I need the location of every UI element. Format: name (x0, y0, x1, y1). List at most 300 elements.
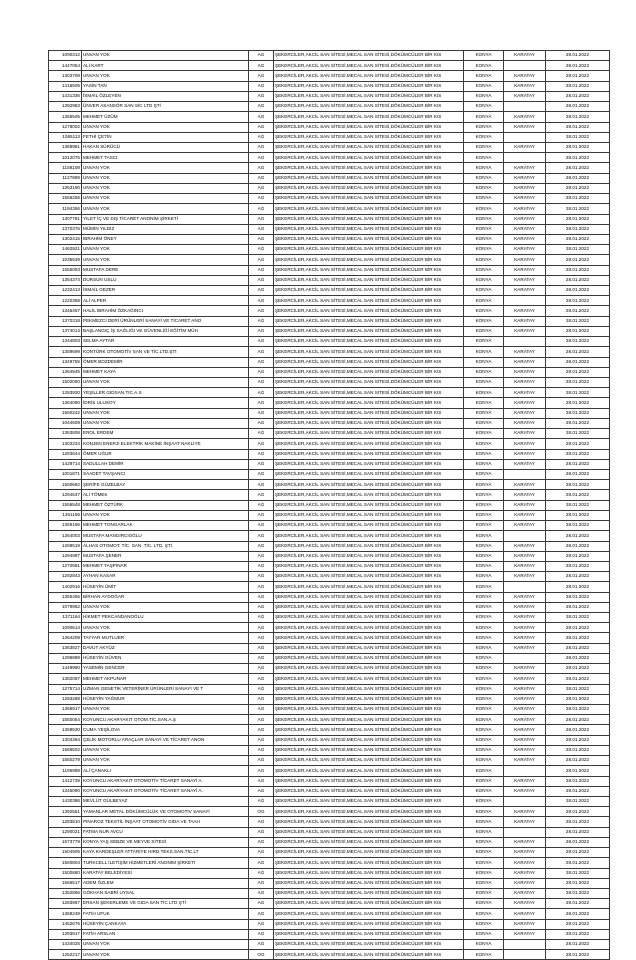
cell-unvan[interactable]: DURSUN USLU (82, 275, 249, 285)
cell-tarih[interactable]: 28.01.2022 (546, 500, 610, 510)
cell-sicil-no[interactable]: 1555093 (49, 265, 82, 275)
cell-il[interactable]: KONYA (464, 633, 504, 643)
cell-tip[interactable]: OG (249, 807, 274, 817)
table-row[interactable] (49, 183, 610, 193)
cell-bolge[interactable]: ŞEKERCİLER,AKCİL SAN SİTESİ,MECAL SAN SİTESİ,DÖKÜMCÜLER BİR KIS (274, 541, 464, 551)
cell-ilce[interactable]: KARATAY (504, 204, 546, 214)
cell-il[interactable]: KONYA (464, 909, 504, 919)
cell-sicil-no[interactable]: 1368981 (49, 142, 82, 152)
cell-bolge[interactable]: ŞEKERCİLER,AKCİL SAN SİTESİ,MECAL SAN SİTESİ,DÖKÜMCÜLER BİR KIS (274, 480, 464, 490)
table-row[interactable] (49, 337, 610, 347)
table-row[interactable] (49, 112, 610, 122)
table-row[interactable] (49, 521, 610, 531)
table-row[interactable] (49, 490, 610, 500)
cell-sicil-no[interactable]: 1090514 (49, 623, 82, 633)
table-row[interactable] (49, 439, 610, 449)
cell-bolge[interactable]: ŞEKERCİLER,AKCİL SAN SİTESİ,MECAL SAN SİTESİ,DÖKÜMCÜLER BİR KIS (274, 347, 464, 357)
cell-tarih[interactable]: 28.01.2022 (546, 194, 610, 204)
cell-unvan[interactable]: ALİ TÖMEK (82, 490, 249, 500)
cell-sicil-no[interactable]: 1573779 (49, 837, 82, 847)
cell-tarih[interactable]: 28.01.2022 (546, 214, 610, 224)
cell-il[interactable]: KONYA (464, 480, 504, 490)
cell-tarih[interactable]: 28.01.2022 (546, 725, 610, 735)
cell-unvan[interactable]: YILET İÇ VE DIŞ TİCARET ANONİM ŞİRKETİ (82, 214, 249, 224)
table-row[interactable] (49, 347, 610, 357)
cell-bolge[interactable]: ŞEKERCİLER,AKCİL SAN SİTESİ,MECAL SAN SİTESİ,DÖKÜMCÜLER BİR KIS (274, 919, 464, 929)
cell-sicil-no[interactable]: 1393917 (49, 929, 82, 939)
cell-tarih[interactable]: 28.01.2022 (546, 398, 610, 408)
cell-unvan[interactable]: UNVAN YOK (82, 940, 249, 950)
table-row[interactable] (49, 214, 610, 224)
cell-unvan[interactable]: HÜSEYİN ÇANKAYA (82, 919, 249, 929)
cell-unvan[interactable]: SAADET TAVŞANCI (82, 469, 249, 479)
cell-sicil-no[interactable]: 1363827 (49, 643, 82, 653)
cell-bolge[interactable]: ŞEKERCİLER,AKCİL SAN SİTESİ,MECAL SAN SİTESİ,DÖKÜMCÜLER BİR KIS (274, 807, 464, 817)
cell-il[interactable]: KONYA (464, 347, 504, 357)
table-row[interactable] (49, 132, 610, 142)
cell-tip[interactable]: AG (249, 827, 274, 837)
cell-tip[interactable]: AG (249, 91, 274, 101)
cell-unvan[interactable]: SELMA AYTAR (82, 337, 249, 347)
cell-ilce[interactable]: KARATAY (504, 664, 546, 674)
table-row[interactable] (49, 102, 610, 112)
cell-sicil-no[interactable]: 1416505 (49, 81, 82, 91)
cell-unvan[interactable]: ŞERİFE GÜZELBAY (82, 480, 249, 490)
cell-ilce[interactable]: KARATAY (504, 326, 546, 336)
cell-tarih[interactable]: 28.01.2022 (546, 378, 610, 388)
cell-ilce[interactable]: KARATAY (504, 275, 546, 285)
cell-tarih[interactable]: 28.01.2022 (546, 347, 610, 357)
cell-tip[interactable]: AG (249, 929, 274, 939)
cell-tip[interactable]: AG (249, 940, 274, 950)
cell-sicil-no[interactable]: 1369530 (49, 725, 82, 735)
cell-ilce[interactable]: KARATAY (504, 909, 546, 919)
cell-tarih[interactable]: 28.01.2022 (546, 745, 610, 755)
cell-tip[interactable]: AG (249, 848, 274, 858)
cell-tip[interactable]: AG (249, 735, 274, 745)
cell-bolge[interactable]: ŞEKERCİLER,AKCİL SAN SİTESİ,MECAL SAN SİTESİ,DÖKÜMCÜLER BİR KIS (274, 163, 464, 173)
cell-bolge[interactable]: ŞEKERCİLER,AKCİL SAN SİTESİ,MECAL SAN SİTESİ,DÖKÜMCÜLER BİR KIS (274, 132, 464, 142)
cell-unvan[interactable]: YEŞİLLER GIDSAN.TIC.A.S (82, 388, 249, 398)
cell-bolge[interactable]: ŞEKERCİLER,AKCİL SAN SİTESİ,MECAL SAN SİTESİ,DÖKÜMCÜLER BİR KIS (274, 868, 464, 878)
cell-bolge[interactable]: ŞEKERCİLER,AKCİL SAN SİTESİ,MECAL SAN SİTESİ,DÖKÜMCÜLER BİR KIS (274, 745, 464, 755)
cell-il[interactable]: KONYA (464, 715, 504, 725)
cell-tarih[interactable]: 28.01.2022 (546, 510, 610, 520)
table-row[interactable] (49, 429, 610, 439)
cell-unvan[interactable]: UNVAN YOK (82, 245, 249, 255)
cell-bolge[interactable]: ŞEKERCİLER,AKCİL SAN SİTESİ,MECAL SAN SİTESİ,DÖKÜMCÜLER BİR KIS (274, 153, 464, 163)
cell-bolge[interactable]: ŞEKERCİLER,AKCİL SAN SİTESİ,MECAL SAN SİTESİ,DÖKÜMCÜLER BİR KIS (274, 786, 464, 796)
cell-unvan[interactable]: ÇELİK MOTORLU ARAÇLAR SANAYİ VE TİCARET ANON (82, 735, 249, 745)
cell-il[interactable]: KONYA (464, 766, 504, 776)
cell-bolge[interactable]: ŞEKERCİLER,AKCİL SAN SİTESİ,MECAL SAN SİTESİ,DÖKÜMCÜLER BİR KIS (274, 388, 464, 398)
cell-ilce[interactable]: KARATAY (504, 81, 546, 91)
table-row[interactable] (49, 592, 610, 602)
cell-tip[interactable]: AG (249, 429, 274, 439)
cell-unvan[interactable]: ÖMER BOZDEMİR (82, 357, 249, 367)
cell-il[interactable]: KONYA (464, 521, 504, 531)
cell-bolge[interactable]: ŞEKERCİLER,AKCİL SAN SİTESİ,MECAL SAN SİTESİ,DÖKÜMCÜLER BİR KIS (274, 245, 464, 255)
cell-sicil-no[interactable]: 1428714 (49, 459, 82, 469)
cell-sicil-no[interactable]: 1158108 (49, 163, 82, 173)
cell-unvan[interactable]: BİRHAN AYDOĞAR (82, 592, 249, 602)
cell-il[interactable]: KONYA (464, 490, 504, 500)
cell-sicil-no[interactable]: 1550279 (49, 756, 82, 766)
cell-sicil-no[interactable]: 1556517 (49, 878, 82, 888)
cell-ilce[interactable]: KARATAY (504, 551, 546, 561)
table-row[interactable] (49, 418, 610, 428)
cell-bolge[interactable]: ŞEKERCİLER,AKCİL SAN SİTESİ,MECAL SAN SİTESİ,DÖKÜMCÜLER BİR KIS (274, 572, 464, 582)
cell-sicil-no[interactable]: 1359699 (49, 347, 82, 357)
cell-ilce[interactable]: KARATAY (504, 439, 546, 449)
cell-tarih[interactable]: 28.01.2022 (546, 909, 610, 919)
cell-tip[interactable]: AG (249, 909, 274, 919)
cell-ilce[interactable]: KARATAY (504, 521, 546, 531)
cell-tip[interactable]: AG (249, 81, 274, 91)
cell-tarih[interactable]: 28.01.2022 (546, 848, 610, 858)
cell-unvan[interactable]: ERSAN ŞEKERLEME VE GIDA SAN TİC LTD ŞTİ (82, 899, 249, 909)
cell-unvan[interactable]: MUSTAFA ŞENER (82, 551, 249, 561)
table-row[interactable] (49, 398, 610, 408)
cell-ilce[interactable]: KARATAY (504, 848, 546, 858)
table-row[interactable] (49, 643, 610, 653)
cell-tarih[interactable]: 28.01.2022 (546, 367, 610, 377)
cell-sicil-no[interactable]: 1430386 (49, 796, 82, 806)
cell-il[interactable]: KONYA (464, 153, 504, 163)
cell-sicil-no[interactable]: 1294547 (49, 490, 82, 500)
cell-il[interactable]: KONYA (464, 173, 504, 183)
cell-tip[interactable]: AG (249, 786, 274, 796)
cell-bolge[interactable]: ŞEKERCİLER,AKCİL SAN SİTESİ,MECAL SAN SİTESİ,DÖKÜMCÜLER BİR KIS (274, 633, 464, 643)
cell-unvan[interactable]: UNVAN YOK (82, 194, 249, 204)
cell-bolge[interactable]: ŞEKERCİLER,AKCİL SAN SİTESİ,MECAL SAN SİTESİ,DÖKÜMCÜLER BİR KIS (274, 91, 464, 101)
cell-tip[interactable]: AG (249, 480, 274, 490)
cell-bolge[interactable]: ŞEKERCİLER,AKCİL SAN SİTESİ,MECAL SAN SİTESİ,DÖKÜMCÜLER BİR KIS (274, 551, 464, 561)
table-row[interactable] (49, 725, 610, 735)
cell-ilce[interactable] (504, 153, 546, 163)
cell-ilce[interactable] (504, 102, 546, 112)
cell-il[interactable]: KONYA (464, 664, 504, 674)
cell-ilce[interactable]: KARATAY (504, 480, 546, 490)
cell-tip[interactable]: AG (249, 204, 274, 214)
cell-il[interactable]: KONYA (464, 326, 504, 336)
cell-unvan[interactable]: UNVAN YOK (82, 745, 249, 755)
cell-sicil-no[interactable]: 1278002 (49, 122, 82, 132)
table-row[interactable] (49, 286, 610, 296)
cell-sicil-no[interactable]: 1012075 (49, 153, 82, 163)
cell-ilce[interactable]: KARATAY (504, 623, 546, 633)
cell-tip[interactable]: AG (249, 796, 274, 806)
cell-sicil-no[interactable]: 1452676 (49, 919, 82, 929)
cell-bolge[interactable]: ŞEKERCİLER,AKCİL SAN SİTESİ,MECAL SAN SİTESİ,DÖKÜMCÜLER BİR KIS (274, 705, 464, 715)
cell-tip[interactable]: AG (249, 388, 274, 398)
cell-tarih[interactable]: 28.01.2022 (546, 132, 610, 142)
table-row[interactable] (49, 316, 610, 326)
cell-ilce[interactable] (504, 766, 546, 776)
table-row[interactable] (49, 357, 610, 367)
cell-tip[interactable]: AG (249, 623, 274, 633)
cell-ilce[interactable] (504, 827, 546, 837)
cell-tip[interactable]: AG (249, 858, 274, 868)
table-row[interactable] (49, 163, 610, 173)
cell-tarih[interactable]: 28.01.2022 (546, 551, 610, 561)
table-row[interactable] (49, 480, 610, 490)
cell-il[interactable]: KONYA (464, 316, 504, 326)
cell-unvan[interactable]: MEVLÜT GÜLBEYAZ (82, 796, 249, 806)
cell-unvan[interactable]: MUSTAFA MANGIRCIOĞLU (82, 531, 249, 541)
cell-tarih[interactable]: 28.01.2022 (546, 306, 610, 316)
cell-tip[interactable]: AG (249, 245, 274, 255)
cell-il[interactable]: KONYA (464, 684, 504, 694)
cell-bolge[interactable]: ŞEKERCİLER,AKCİL SAN SİTESİ,MECAL SAN SİTESİ,DÖKÜMCÜLER BİR KIS (274, 858, 464, 868)
cell-ilce[interactable] (504, 337, 546, 347)
cell-unvan[interactable]: MEHMET TONGARLAK (82, 521, 249, 531)
cell-sicil-no[interactable]: 1364090 (49, 398, 82, 408)
cell-il[interactable]: KONYA (464, 827, 504, 837)
cell-ilce[interactable]: KARATAY (504, 725, 546, 735)
cell-bolge[interactable]: ŞEKERCİLER,AKCİL SAN SİTESİ,MECAL SAN SİTESİ,DÖKÜMCÜLER BİR KIS (274, 674, 464, 684)
cell-tip[interactable]: AG (249, 521, 274, 531)
cell-sicil-no[interactable]: 1502060 (49, 378, 82, 388)
cell-tip[interactable]: AG (249, 102, 274, 112)
cell-tip[interactable]: AG (249, 674, 274, 684)
cell-il[interactable]: KONYA (464, 459, 504, 469)
cell-bolge[interactable]: ŞEKERCİLER,AKCİL SAN SİTESİ,MECAL SAN SİTESİ,DÖKÜMCÜLER BİR KIS (274, 459, 464, 469)
table-row[interactable] (49, 950, 610, 960)
cell-tarih[interactable]: 28.01.2022 (546, 950, 610, 960)
table-row[interactable] (49, 469, 610, 479)
cell-bolge[interactable]: ŞEKERCİLER,AKCİL SAN SİTESİ,MECAL SAN SİTESİ,DÖKÜMCÜLER BİR KIS (274, 326, 464, 336)
cell-sicil-no[interactable]: 1370376 (49, 224, 82, 234)
cell-bolge[interactable]: ŞEKERCİLER,AKCİL SAN SİTESİ,MECAL SAN SİTESİ,DÖKÜMCÜLER BİR KIS (274, 848, 464, 858)
cell-sicil-no[interactable]: 1368249 (49, 909, 82, 919)
cell-tarih[interactable]: 28.01.2022 (546, 582, 610, 592)
cell-ilce[interactable]: KARATAY (504, 643, 546, 653)
cell-unvan[interactable]: ALHAS OTOMOT. TİC. SAN. TİC. LTD. ŞTİ. (82, 541, 249, 551)
cell-tarih[interactable]: 28.01.2022 (546, 153, 610, 163)
table-row[interactable] (49, 561, 610, 571)
table-row[interactable] (49, 296, 610, 306)
cell-bolge[interactable]: ŞEKERCİLER,AKCİL SAN SİTESİ,MECAL SAN SİTESİ,DÖKÜMCÜLER BİR KIS (274, 378, 464, 388)
cell-tarih[interactable]: 28.01.2022 (546, 142, 610, 152)
table-row[interactable] (49, 868, 610, 878)
cell-unvan[interactable]: KOYUNCU AKARYAKIT OTOMOTİV TİCARET SANAYİ A. (82, 786, 249, 796)
cell-il[interactable]: KONYA (464, 694, 504, 704)
cell-ilce[interactable]: KARATAY (504, 929, 546, 939)
cell-sicil-no[interactable]: 1001871 (49, 469, 82, 479)
cell-bolge[interactable]: ŞEKERCİLER,AKCİL SAN SİTESİ,MECAL SAN SİTESİ,DÖKÜMCÜLER BİR KIS (274, 837, 464, 847)
table-row[interactable] (49, 664, 610, 674)
cell-il[interactable]: KONYA (464, 592, 504, 602)
cell-il[interactable]: KONYA (464, 807, 504, 817)
cell-ilce[interactable]: KARATAY (504, 306, 546, 316)
table-row[interactable] (49, 449, 610, 459)
cell-tarih[interactable]: 28.01.2022 (546, 817, 610, 827)
cell-il[interactable]: KONYA (464, 868, 504, 878)
cell-bolge[interactable]: ŞEKERCİLER,AKCİL SAN SİTESİ,MECAL SAN SİTESİ,DÖKÜMCÜLER BİR KIS (274, 183, 464, 193)
cell-tarih[interactable]: 28.01.2022 (546, 337, 610, 347)
cell-unvan[interactable]: UNVAN YOK (82, 378, 249, 388)
cell-ilce[interactable] (504, 531, 546, 541)
cell-tip[interactable]: AG (249, 224, 274, 234)
cell-il[interactable]: KONYA (464, 745, 504, 755)
cell-sicil-no[interactable]: 1550682 (49, 480, 82, 490)
cell-ilce[interactable]: KARATAY (504, 449, 546, 459)
cell-ilce[interactable]: KARATAY (504, 214, 546, 224)
cell-ilce[interactable]: KARATAY (504, 858, 546, 868)
cell-bolge[interactable]: ŞEKERCİLER,AKCİL SAN SİTESİ,MECAL SAN SİTESİ,DÖKÜMCÜLER BİR KIS (274, 817, 464, 827)
cell-il[interactable]: KONYA (464, 541, 504, 551)
cell-tarih[interactable]: 28.01.2022 (546, 429, 610, 439)
cell-unvan[interactable]: MEHMET AKPUNAR (82, 674, 249, 684)
cell-sicil-no[interactable]: 1283644 (49, 449, 82, 459)
cell-tip[interactable]: AG (249, 551, 274, 561)
cell-il[interactable]: KONYA (464, 265, 504, 275)
cell-il[interactable]: KONYA (464, 418, 504, 428)
cell-tip[interactable]: AG (249, 919, 274, 929)
cell-ilce[interactable]: KARATAY (504, 868, 546, 878)
cell-tip[interactable]: AG (249, 51, 274, 61)
cell-tip[interactable]: AG (249, 265, 274, 275)
table-row[interactable] (49, 786, 610, 796)
cell-bolge[interactable]: ŞEKERCİLER,AKCİL SAN SİTESİ,MECAL SAN SİTESİ,DÖKÜMCÜLER BİR KIS (274, 306, 464, 316)
cell-tarih[interactable]: 28.01.2022 (546, 408, 610, 418)
cell-ilce[interactable]: KARATAY (504, 500, 546, 510)
cell-tarih[interactable]: 28.01.2022 (546, 929, 610, 939)
cell-ilce[interactable] (504, 469, 546, 479)
table-row[interactable] (49, 613, 610, 623)
table-row[interactable] (49, 827, 610, 837)
cell-il[interactable]: KONYA (464, 613, 504, 623)
cell-ilce[interactable] (504, 796, 546, 806)
cell-bolge[interactable]: ŞEKERCİLER,AKCİL SAN SİTESİ,MECAL SAN SİTESİ,DÖKÜMCÜLER BİR KIS (274, 61, 464, 71)
table-row[interactable] (49, 122, 610, 132)
cell-il[interactable]: KONYA (464, 510, 504, 520)
cell-bolge[interactable]: ŞEKERCİLER,AKCİL SAN SİTESİ,MECAL SAN SİTESİ,DÖKÜMCÜLER BİR KIS (274, 408, 464, 418)
cell-sicil-no[interactable]: 1292843 (49, 572, 82, 582)
cell-unvan[interactable]: TURKCELL İLETİŞİM HİZMETLERİ ANONİM ŞİRKETİ (82, 858, 249, 868)
cell-tip[interactable]: AG (249, 500, 274, 510)
cell-tip[interactable]: AG (249, 214, 274, 224)
cell-il[interactable]: KONYA (464, 194, 504, 204)
cell-il[interactable]: KONYA (464, 408, 504, 418)
cell-bolge[interactable]: ŞEKERCİLER,AKCİL SAN SİTESİ,MECAL SAN SİTESİ,DÖKÜMCÜLER BİR KIS (274, 521, 464, 531)
cell-unvan[interactable]: ADEM ÖZLEM (82, 878, 249, 888)
cell-sicil-no[interactable]: 1447054 (49, 61, 82, 71)
cell-unvan[interactable]: PEKMEZCİ DERİ ÜRÜNLERİ SANAYİ VE TİCARET ANO (82, 316, 249, 326)
cell-unvan[interactable]: HAKAN SÜRÜCÜ (82, 142, 249, 152)
cell-tip[interactable]: AG (249, 510, 274, 520)
cell-sicil-no[interactable]: 1194356 (49, 204, 82, 214)
cell-il[interactable]: KONYA (464, 224, 504, 234)
cell-il[interactable]: KONYA (464, 91, 504, 101)
cell-unvan[interactable]: UNVAN YOK (82, 418, 249, 428)
cell-unvan[interactable]: UNVAN YOK (82, 183, 249, 193)
cell-unvan[interactable]: HÜSEYİN YAĞMUR (82, 694, 249, 704)
table-row[interactable] (49, 153, 610, 163)
cell-bolge[interactable]: ŞEKERCİLER,AKCİL SAN SİTESİ,MECAL SAN SİTESİ,DÖKÜMCÜLER BİR KIS (274, 439, 464, 449)
cell-tip[interactable]: AG (249, 306, 274, 316)
cell-unvan[interactable]: İBRAHİM ÖNEY (82, 234, 249, 244)
cell-sicil-no[interactable]: 1268519 (49, 541, 82, 551)
table-row[interactable] (49, 940, 610, 950)
cell-tarih[interactable]: 28.01.2022 (546, 776, 610, 786)
table-row[interactable] (49, 142, 610, 152)
cell-il[interactable]: KONYA (464, 735, 504, 745)
cell-bolge[interactable]: ŞEKERCİLER,AKCİL SAN SİTESİ,MECAL SAN SİTESİ,DÖKÜMCÜLER BİR KIS (274, 725, 464, 735)
cell-il[interactable]: KONYA (464, 602, 504, 612)
cell-il[interactable]: KONYA (464, 296, 504, 306)
cell-bolge[interactable]: ŞEKERCİLER,AKCİL SAN SİTESİ,MECAL SAN SİTESİ,DÖKÜMCÜLER BİR KIS (274, 234, 464, 244)
cell-ilce[interactable]: KARATAY (504, 51, 546, 61)
cell-ilce[interactable]: KARATAY (504, 837, 546, 847)
cell-tip[interactable]: AG (249, 459, 274, 469)
cell-tarih[interactable]: 28.01.2022 (546, 796, 610, 806)
cell-bolge[interactable]: ŞEKERCİLER,AKCİL SAN SİTESİ,MECAL SAN SİTESİ,DÖKÜMCÜLER BİR KIS (274, 142, 464, 152)
cell-tarih[interactable]: 28.01.2022 (546, 643, 610, 653)
cell-bolge[interactable]: ŞEKERCİLER,AKCİL SAN SİTESİ,MECAL SAN SİTESİ,DÖKÜMCÜLER BİR KIS (274, 122, 464, 132)
cell-tarih[interactable]: 28.01.2022 (546, 694, 610, 704)
cell-unvan[interactable]: AYHAN KASAR (82, 572, 249, 582)
cell-tarih[interactable]: 28.01.2022 (546, 766, 610, 776)
cell-bolge[interactable]: ŞEKERCİLER,AKCİL SAN SİTESİ,MECAL SAN SİTESİ,DÖKÜMCÜLER BİR KIS (274, 173, 464, 183)
cell-tip[interactable]: AG (249, 112, 274, 122)
cell-bolge[interactable]: ŞEKERCİLER,AKCİL SAN SİTESİ,MECAL SAN SİTESİ,DÖKÜMCÜLER BİR KIS (274, 531, 464, 541)
cell-il[interactable]: KONYA (464, 132, 504, 142)
cell-il[interactable]: KONYA (464, 449, 504, 459)
cell-tip[interactable]: AG (249, 582, 274, 592)
cell-il[interactable]: KONYA (464, 725, 504, 735)
cell-unvan[interactable]: UNVAN YOK (82, 204, 249, 214)
cell-il[interactable]: KONYA (464, 255, 504, 265)
cell-ilce[interactable]: KARATAY (504, 715, 546, 725)
cell-unvan[interactable]: TAYYAR MUTLUER (82, 633, 249, 643)
cell-bolge[interactable]: ŞEKERCİLER,AKCİL SAN SİTESİ,MECAL SAN SİTESİ,DÖKÜMCÜLER BİR KIS (274, 899, 464, 909)
cell-il[interactable]: KONYA (464, 848, 504, 858)
cell-ilce[interactable]: KARATAY (504, 572, 546, 582)
cell-il[interactable]: KONYA (464, 378, 504, 388)
cell-ilce[interactable]: KARATAY (504, 173, 546, 183)
cell-ilce[interactable]: KARATAY (504, 71, 546, 81)
cell-sicil-no[interactable]: 1392983 (49, 102, 82, 112)
cell-sicil-no[interactable]: 1079962 (49, 602, 82, 612)
cell-bolge[interactable]: ŞEKERCİLER,AKCİL SAN SİTESİ,MECAL SAN SİTESİ,DÖKÜMCÜLER BİR KIS (274, 756, 464, 766)
cell-il[interactable]: KONYA (464, 234, 504, 244)
cell-tarih[interactable]: 28.01.2022 (546, 449, 610, 459)
table-row[interactable] (49, 776, 610, 786)
cell-ilce[interactable]: KARATAY (504, 561, 546, 571)
cell-tarih[interactable]: 28.01.2022 (546, 234, 610, 244)
cell-tip[interactable]: AG (249, 296, 274, 306)
cell-il[interactable]: KONYA (464, 899, 504, 909)
table-row[interactable] (49, 705, 610, 715)
cell-sicil-no[interactable]: 1449980 (49, 664, 82, 674)
table-row[interactable] (49, 684, 610, 694)
cell-tarih[interactable]: 28.01.2022 (546, 521, 610, 531)
cell-ilce[interactable]: KARATAY (504, 194, 546, 204)
cell-sicil-no[interactable]: 1500880 (49, 868, 82, 878)
cell-tarih[interactable]: 28.01.2022 (546, 653, 610, 663)
cell-sicil-no[interactable]: 1296889 (49, 653, 82, 663)
cell-bolge[interactable]: ŞEKERCİLER,AKCİL SAN SİTESİ,MECAL SAN SİTESİ,DÖKÜMCÜLER BİR KIS (274, 929, 464, 939)
cell-ilce[interactable]: KARATAY (504, 899, 546, 909)
cell-tip[interactable]: AG (249, 653, 274, 663)
table-row[interactable] (49, 306, 610, 316)
cell-il[interactable]: KONYA (464, 469, 504, 479)
cell-tip[interactable]: AG (249, 367, 274, 377)
cell-ilce[interactable] (504, 582, 546, 592)
cell-tarih[interactable]: 28.01.2022 (546, 888, 610, 898)
